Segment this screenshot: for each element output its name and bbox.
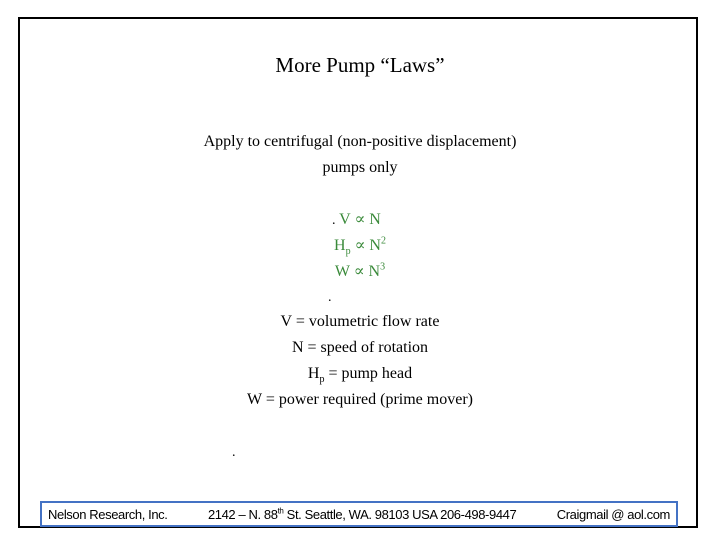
definition-text: = volumetric flow rate (291, 313, 440, 330)
equation-flow (0, 210, 720, 230)
definition-speed (0, 335, 720, 361)
footer-address (208, 507, 516, 522)
footer-address-prefix: 2142 – N. 88 (207, 506, 278, 522)
footer-email: Craigmail @ aol.com (556, 506, 670, 522)
subtitle-line-1: Apply to centrifugal (non-positive displacement) (203, 133, 517, 150)
definition-subscript: p (319, 374, 325, 386)
definition-symbol: V (280, 313, 292, 330)
equation-power (0, 262, 720, 282)
equation-flow-rhs: N (369, 211, 381, 228)
flow-rate-dot-mark: . (328, 290, 332, 305)
equation-head-rhs: N (369, 237, 381, 254)
definition-symbol: W (247, 391, 262, 408)
equation-power-lhs: W (334, 263, 350, 280)
subtitle-line-2: pumps only (322, 159, 398, 176)
definition-flow (0, 309, 720, 335)
definition-text: = power required (prime mover) (261, 391, 473, 408)
slide-title: More Pump “Laws” (275, 53, 445, 77)
definition-power (0, 387, 720, 413)
footer-address-suffix: St. Seattle, WA. 98103 USA 206-498-9447 (283, 506, 517, 522)
proportional-symbol: ∝ (354, 211, 366, 228)
equation-head-lhs: H (334, 237, 346, 254)
definition-text: = pump head (324, 365, 413, 382)
equation-power-exponent: 3 (380, 261, 386, 273)
definition-symbol: H (307, 365, 320, 382)
proportional-symbol: ∝ (354, 237, 366, 254)
equation-head (0, 236, 720, 256)
subtitle (0, 129, 720, 181)
equation-head-exponent: 2 (380, 235, 386, 247)
equation-power-rhs: N (368, 263, 381, 280)
proportional-symbol: ∝ (353, 263, 365, 280)
equation-flow-lhs: V (339, 211, 351, 228)
definition-head (0, 361, 720, 387)
definition-symbol: N (291, 339, 304, 356)
footer-company: Nelson Research, Inc. (48, 506, 168, 522)
equation-head-subscript: p (345, 246, 351, 258)
definition-text: = speed of rotation (303, 339, 429, 356)
footer-bar (40, 501, 678, 527)
footer-address-ordinal: th (277, 506, 284, 516)
stray-dot-mark: . (232, 445, 236, 460)
flow-rate-dot-mark: . (332, 213, 336, 228)
